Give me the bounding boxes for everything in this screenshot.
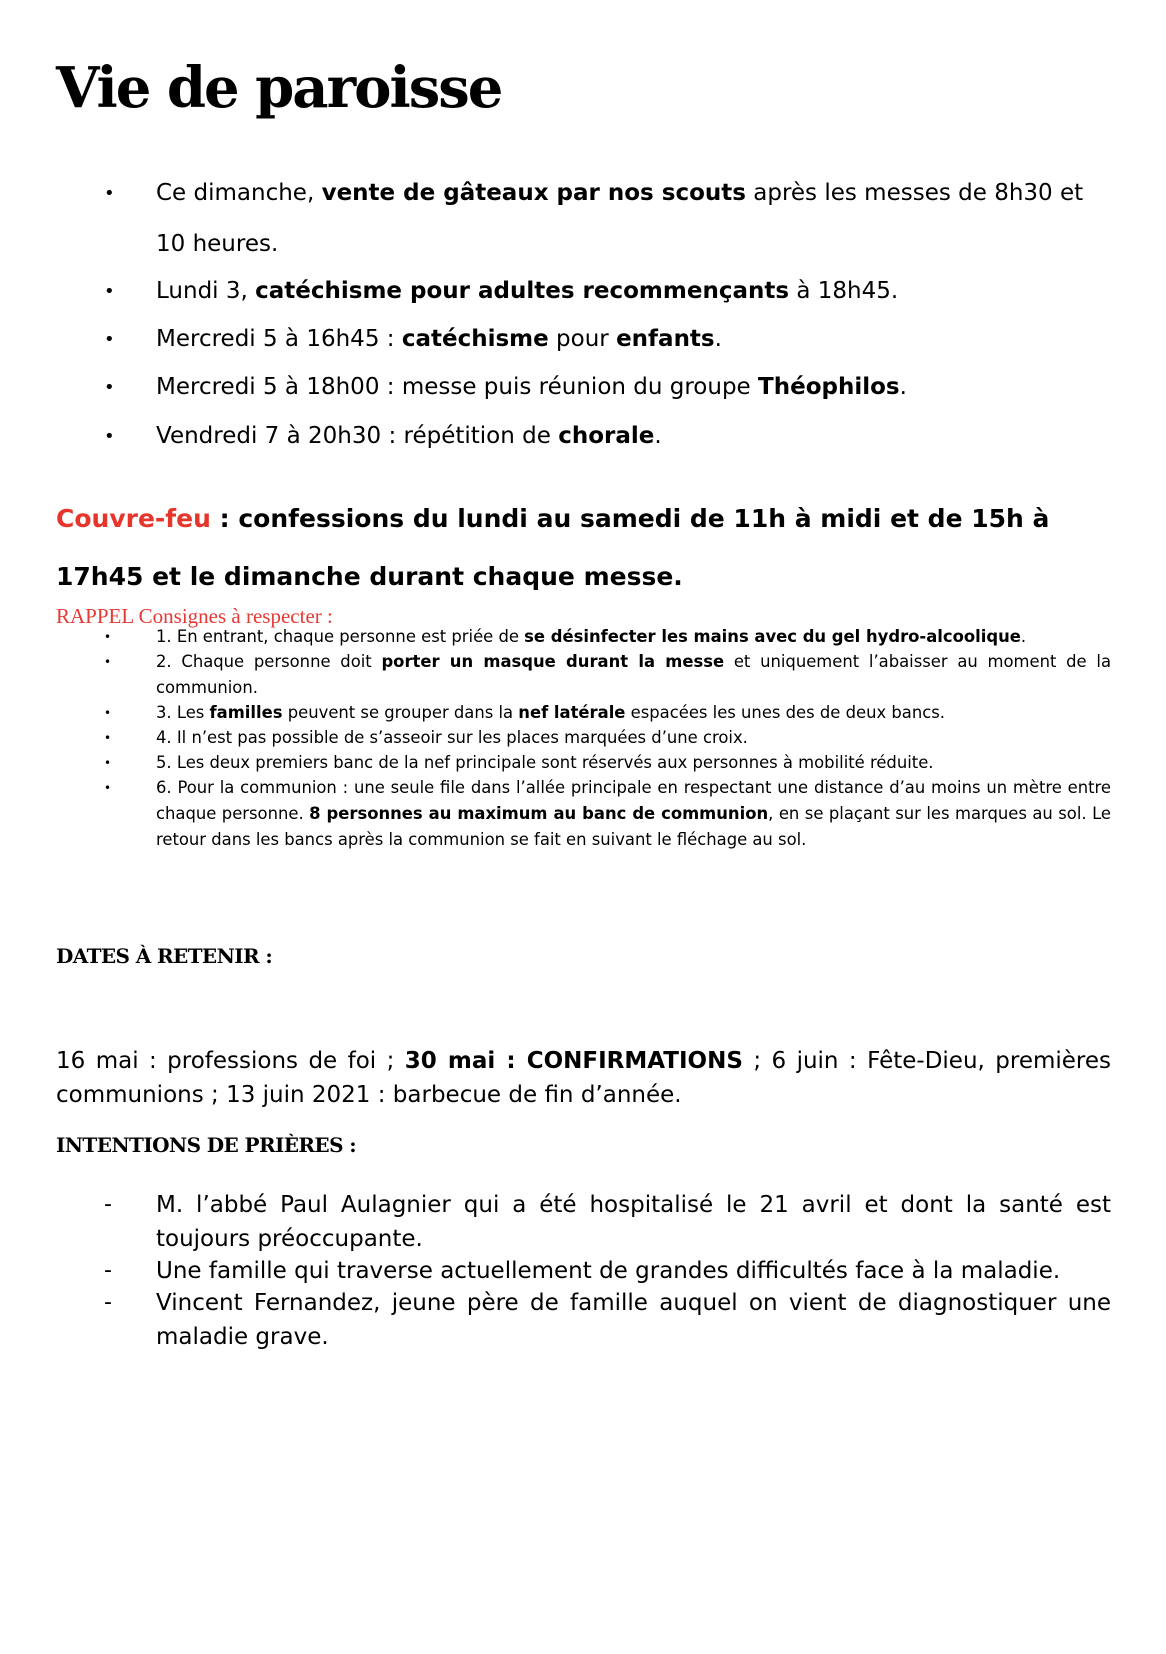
announcement-item-text [156, 266, 1086, 317]
text-run: peuvent se grouper dans la [282, 703, 519, 722]
text-run: , en se plaçant sur les marques au sol. Le retour dans les bancs après la communion se fait en suivant le fléchage au sol. [156, 804, 1112, 849]
consigne-item-text [156, 750, 1111, 776]
text-run: Mercredi 5 à 18h00 : messe puis réunion du groupe [156, 374, 759, 400]
dates-paragraph [56, 1044, 1111, 1112]
bullet-icon: • [104, 183, 115, 204]
text-run: . [899, 374, 907, 400]
couvre-feu-notice [56, 490, 1116, 606]
text-run: 4. Il n’est pas possible de s’asseoir sur les places marquées d’une croix. [156, 728, 748, 747]
bold-text: enfants [616, 326, 715, 352]
text-run: pour [548, 326, 617, 352]
couvre-feu-text: : confessions du lundi au samedi de 11h à midi et de 15h à 17h45 et le dimanche durant chaque messe. [56, 504, 1050, 591]
text-run: 2. Chaque personne doit [156, 652, 382, 671]
intention-item-text: Vincent Fernandez, jeune père de famille auquel on vient de diagnostiquer une maladie grave. [156, 1290, 1111, 1350]
bullet-icon: • [104, 781, 112, 795]
dash-bullet: - [104, 1192, 112, 1217]
bold-text: porter un masque durant la messe [381, 652, 725, 671]
text-run: . [654, 423, 662, 449]
dates-heading: DATES À RETENIR : [56, 944, 273, 968]
dash-bullet: - [104, 1258, 112, 1283]
bullet-icon: • [104, 426, 115, 447]
couvre-feu-label: Couvre-feu [56, 504, 211, 533]
text-run: 5. Les deux premiers banc de la nef principale sont réservés aux personnes à mobilité réduite. [156, 753, 934, 772]
page-title: Vie de paroisse [56, 55, 502, 121]
consigne-item-text [156, 725, 1111, 751]
bullet-icon: • [104, 630, 112, 644]
consigne-item-text [156, 700, 1111, 726]
announcement-item-text [156, 362, 1086, 413]
intention-item-text: Une famille qui traverse actuellement de grandes difficultés face à la maladie. [156, 1258, 1061, 1284]
text-run: 3. Les [156, 703, 210, 722]
text-run: . [1020, 627, 1027, 646]
bullet-icon: • [104, 756, 112, 770]
text-run: Ce dimanche, [156, 180, 322, 206]
dash-bullet: - [104, 1290, 112, 1315]
text-run: Lundi 3, [156, 278, 256, 304]
bold-text: nef latérale [518, 703, 626, 722]
text-run: ; 6 juin : Fête-Dieu, premières communions ; 13 juin 2021 : barbecue de fin d’année. [56, 1048, 1111, 1108]
bold-text: catéchisme [401, 326, 549, 352]
consigne-item-text [156, 775, 1111, 853]
bullet-icon: • [104, 731, 112, 745]
bullet-icon: • [104, 281, 115, 302]
text-run: 6. Pour la communion : une seule file dans l’allée principale en respectant une distance d’au moins un mètre entre chaque personne. [156, 778, 1111, 823]
text-run: Vendredi 7 à 20h30 : répétition de [156, 423, 559, 449]
text-run: 16 mai : professions de foi ; [56, 1048, 405, 1074]
bold-text: familles [209, 703, 283, 722]
intention-item-text: M. l’abbé Paul Aulagnier qui a été hospitalisé le 21 avril et dont la santé est toujours préoccupante. [156, 1192, 1111, 1252]
bullet-icon: • [104, 329, 115, 350]
bold-text: se désinfecter les mains avec du gel hydro-alcoolique [524, 627, 1021, 646]
text-run: et uniquement l’abaisser au moment de la communion. [156, 652, 1111, 697]
bold-text: 8 personnes au maximum au banc de communion [309, 804, 769, 823]
announcement-item-text [156, 411, 1086, 462]
bold-text: Théophilos [758, 374, 900, 400]
announcement-item-text [156, 168, 1086, 270]
text-run: Mercredi 5 à 16h45 : [156, 326, 402, 352]
consigne-item-text [156, 649, 1111, 701]
text-run: . [714, 326, 722, 352]
text-run: après les messes de 8h30 et 10 heures. [156, 180, 1084, 257]
consigne-item-text [156, 624, 1111, 650]
announcement-item-text [156, 314, 1086, 365]
rappel-heading: RAPPEL Consignes à respecter : [56, 604, 333, 628]
bold-text: 30 mai : CONFIRMATIONS [404, 1048, 743, 1074]
text-run: à 18h45. [789, 278, 899, 304]
bold-text: chorale [558, 423, 655, 449]
intentions-heading: INTENTIONS DE PRIÈRES : [56, 1133, 357, 1157]
text-run: 1. En entrant, chaque personne est priée de [156, 627, 525, 646]
bold-text: vente de gâteaux par nos scouts [321, 180, 746, 206]
bullet-icon: • [104, 706, 112, 720]
text-run: espacées les unes des de deux bancs. [625, 703, 945, 722]
bold-text: catéchisme pour adultes recommençants [255, 278, 790, 304]
bullet-icon: • [104, 655, 112, 669]
bullet-icon: • [104, 377, 115, 398]
